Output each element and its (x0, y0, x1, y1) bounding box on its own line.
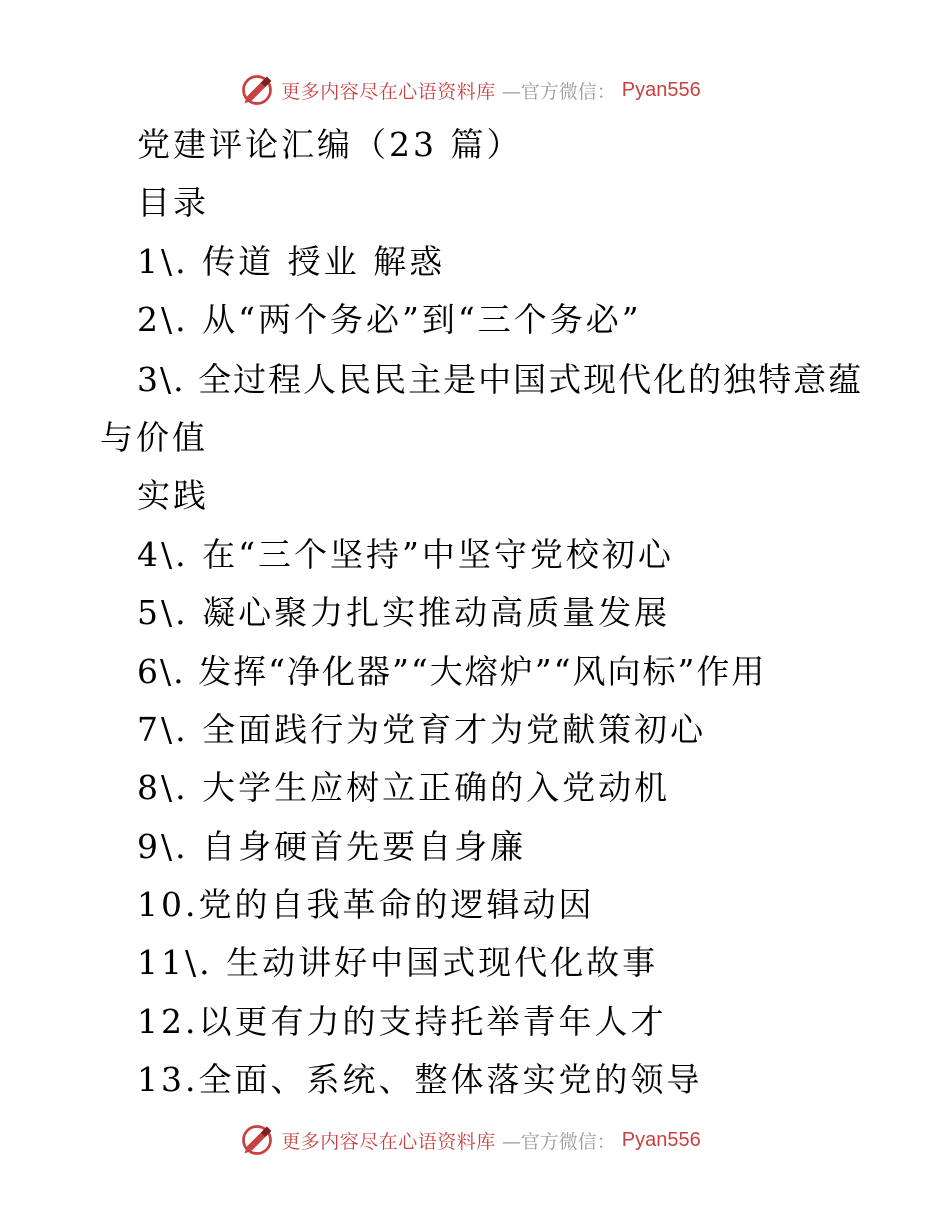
toc-item: 8\. 大学生应树立正确的入党动机 (137, 768, 671, 807)
toc-heading: 目录 (137, 183, 209, 222)
toc-item: 7\. 全面践行为党育才为党献策初心 (137, 710, 707, 749)
toc-item: 10.党的自我革命的逻辑动因 (137, 885, 595, 924)
toc-item-continuation: 实践 (137, 476, 209, 515)
header-brand-text: 更多内容尽在心语资料库 (281, 80, 496, 103)
toc-item: 4\. 在“三个坚持”中坚守党校初心 (137, 535, 674, 574)
toc-item-continuation: 与价值 (100, 418, 208, 457)
footer-brand (239, 1122, 701, 1158)
brand-logo-icon (239, 72, 275, 108)
toc-item: 11\. 生动讲好中国式现代化故事 (137, 943, 659, 982)
page-footer (0, 1120, 950, 1160)
header-brand (239, 72, 701, 108)
toc-item: 13.全面、系统、整体落实党的领导 (137, 1060, 703, 1099)
toc-item: 9\. 自身硬首先要自身廉 (137, 827, 527, 866)
footer-wechat-label: —官方微信： (501, 1130, 616, 1153)
header-wechat-label: —官方微信： (501, 80, 616, 103)
toc-item: 5\. 凝心聚力扎实推动高质量发展 (137, 593, 671, 632)
footer-brand-text: 更多内容尽在心语资料库 (281, 1130, 496, 1153)
toc-item: 3\. 全过程人民民主是中国式现代化的独特意蕴 (137, 360, 864, 399)
document-title: 党建评论汇编（23 篇） (137, 125, 523, 164)
footer-wechat-id: Pyan556 (621, 1128, 701, 1151)
page-header (0, 70, 950, 110)
toc-item: 12.以更有力的支持托举青年人才 (137, 1002, 667, 1041)
header-wechat-id: Pyan556 (621, 78, 701, 101)
brand-logo-icon (239, 1122, 275, 1158)
toc-item: 6\. 发挥“净化器”“大熔炉”“风向标”作用 (137, 652, 767, 691)
toc-item: 1\. 传道 授业 解惑 (137, 242, 446, 281)
toc-item: 2\. 从“两个务必”到“三个务必” (137, 300, 642, 339)
